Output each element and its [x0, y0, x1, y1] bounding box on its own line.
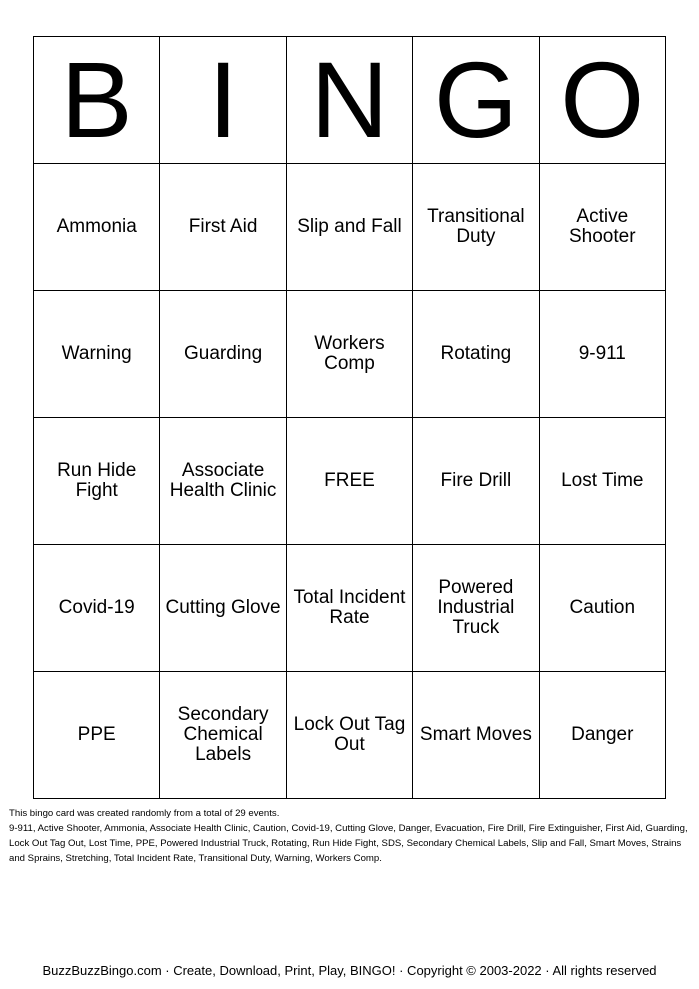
bingo-cell: Workers Comp: [286, 291, 412, 418]
header-letter-n: N: [286, 37, 412, 164]
bingo-cell: Run Hide Fight: [34, 418, 160, 545]
event-list: 9-911, Active Shooter, Ammonia, Associate Health Clinic, Caution, Covid-19, Cutting Glove, Danger, Evacuation, Fire Drill, Fire Extinguisher, First Aid, Guarding, Lock Out Tag Out, Lost Time, PPE, Powered Industrial Truck, Rotating, Run Hide Fight, SDS, Secondary Chemical Labels, Slip and Fall, Smart Moves, Strains and Sprains, Stretching, Total Incident Rate, Transitional Duty, Warning, Workers Comp.: [9, 823, 688, 864]
bingo-cell: Rotating: [413, 291, 539, 418]
bingo-cell: Lock Out Tag Out: [286, 672, 412, 799]
bingo-cell: Powered Industrial Truck: [413, 545, 539, 672]
bingo-row-3: [34, 418, 666, 545]
free-space-cell: FREE: [286, 418, 412, 545]
header-letter-b: B: [34, 37, 160, 164]
bingo-cell: Lost Time: [539, 418, 665, 545]
bingo-cell: Smart Moves: [413, 672, 539, 799]
bingo-cell: Secondary Chemical Labels: [160, 672, 286, 799]
bingo-row-4: [34, 545, 666, 672]
bingo-cell: Associate Health Clinic: [160, 418, 286, 545]
card-summary: This bingo card was created randomly from a total of 29 events.: [9, 808, 280, 819]
bingo-cell: Active Shooter: [539, 164, 665, 291]
header-letter-o: O: [539, 37, 665, 164]
bingo-cell: 9-911: [539, 291, 665, 418]
bingo-cell: Ammonia: [34, 164, 160, 291]
card-info: [9, 806, 693, 866]
header-letter-i: I: [160, 37, 286, 164]
bingo-cell: Total Incident Rate: [286, 545, 412, 672]
bingo-cell: Fire Drill: [413, 418, 539, 545]
bingo-cell: Cutting Glove: [160, 545, 286, 672]
bingo-row-2: [34, 291, 666, 418]
bingo-card: [33, 36, 666, 799]
bingo-cell: PPE: [34, 672, 160, 799]
bingo-row-1: [34, 164, 666, 291]
bingo-cell: First Aid: [160, 164, 286, 291]
bingo-cell: Caution: [539, 545, 665, 672]
bingo-cell: Danger: [539, 672, 665, 799]
bingo-cell: Covid-19: [34, 545, 160, 672]
header-letter-g: G: [413, 37, 539, 164]
bingo-cell: Transitional Duty: [413, 164, 539, 291]
footer-copyright: BuzzBuzzBingo.com · Create, Download, Print, Play, BINGO! · Copyright © 2003-2022 · All rights reserved: [42, 963, 657, 978]
bingo-cell: Guarding: [160, 291, 286, 418]
bingo-header-row: [34, 37, 666, 164]
bingo-row-5: [34, 672, 666, 799]
bingo-cell: Slip and Fall: [286, 164, 412, 291]
bingo-cell: Warning: [34, 291, 160, 418]
